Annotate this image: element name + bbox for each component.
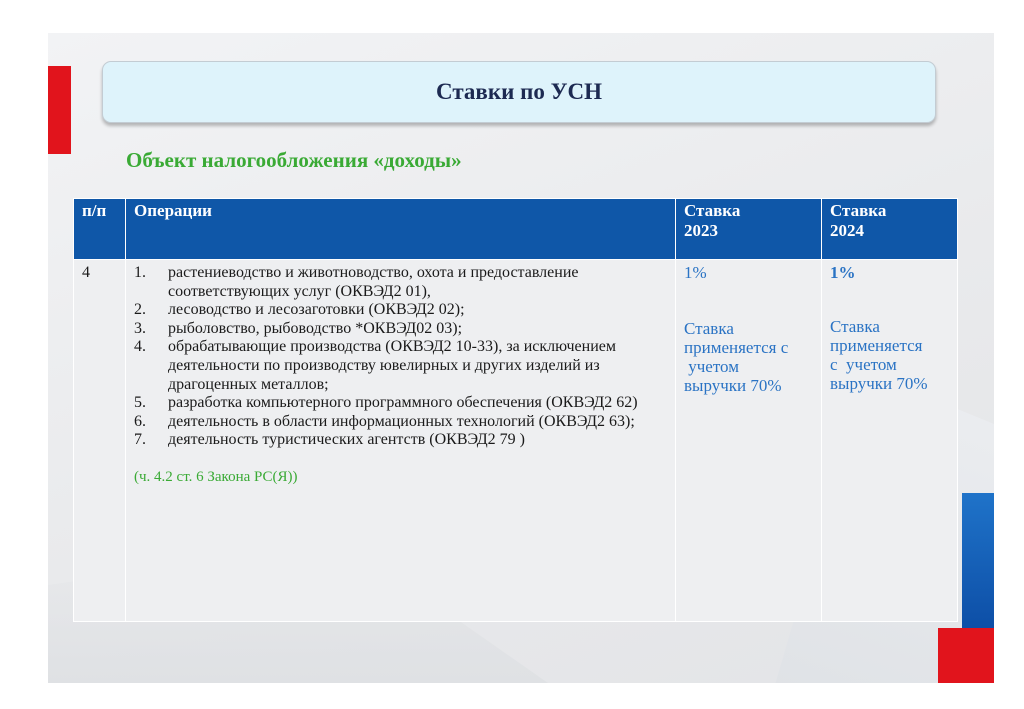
header-rate-2024 [822,199,958,260]
list-item-number: 6. [134,412,146,430]
operations-list [134,264,667,450]
list-item-text: рыболовство, рыбоводство *ОКВЭД02 03); [168,319,463,337]
list-item-text: растениеводство и животноводство, охота и предоставление соответствующих услуг (ОКВЭД2 01), [168,264,579,300]
list-item-number: 1. [134,264,146,281]
header-rate-2023 [676,199,822,260]
list-item [134,394,667,413]
list-item-text: деятельность в области информационных технологий (ОКВЭД2 63); [168,412,635,430]
header-rate-2024-line2: 2024 [830,221,864,240]
list-item [134,338,667,394]
table-header-row [74,199,958,260]
header-rate-2023-line1: Ставка [684,201,741,220]
subtitle: Объект налогообложения «доходы» [126,148,462,172]
header-num: п/п [74,199,126,260]
row-num: 4 [74,260,126,622]
rate-2024-note-line: Ставка [830,316,880,336]
list-item-number: 2. [134,301,146,319]
list-item-number: 7. [134,431,146,449]
decor-blue-bar-right [962,493,994,631]
list-item-number: 4. [134,338,146,356]
law-reference: (ч. 4.2 ст. 6 Закона РС(Я)) [134,468,298,485]
list-item-number: 5. [134,394,146,412]
rate-2023-note-line: учетом [684,356,739,376]
rate-2024-note-line: с учетом [830,354,897,374]
list-item [134,301,667,320]
rate-2023-note-line: выручки 70% [684,375,782,395]
list-item [134,413,667,432]
header-rate-2024-line1: Ставка [830,201,887,220]
rate-2023-note-line: Ставка [684,318,734,338]
table-row [74,260,958,622]
rate-2023-note [684,319,813,395]
header-rate-2023-line2: 2023 [684,221,718,240]
decor-red-bar-right [938,628,994,683]
rate-2024-note-line: выручки 70% [830,373,928,393]
title-box [102,61,936,123]
list-item-text: деятельность туристических агентств (ОКВЭД2 79 ) [168,431,525,449]
rates-table [73,198,958,622]
list-item [134,264,667,301]
list-item-text: лесоводство и лесозаготовки (ОКВЭД2 02); [168,301,465,319]
list-item-text: обрабатывающие производства (ОКВЭД2 10-33), за исключением деятельности по производству ювелирных и других изделий из драгоценных металлов; [168,338,617,393]
header-operations: Операции [126,199,676,260]
decor-red-bar-left [48,66,71,154]
rate-2023-note-line: применяется с [684,337,789,357]
rate-2023-value: 1% [684,263,707,282]
list-item-number: 3. [134,319,146,337]
row-rate-2023 [676,260,822,622]
rate-2024-value: 1% [830,263,856,282]
list-item-text: разработка компьютерного программного обеспечения (ОКВЭД2 62) [168,394,638,412]
page-title: Ставки по УСН [436,79,602,104]
row-operations [126,260,676,622]
rate-2024-note [830,317,949,393]
list-item [134,320,667,339]
row-rate-2024 [822,260,958,622]
list-item [134,431,667,450]
rate-2024-note-line: применяется [830,335,923,355]
